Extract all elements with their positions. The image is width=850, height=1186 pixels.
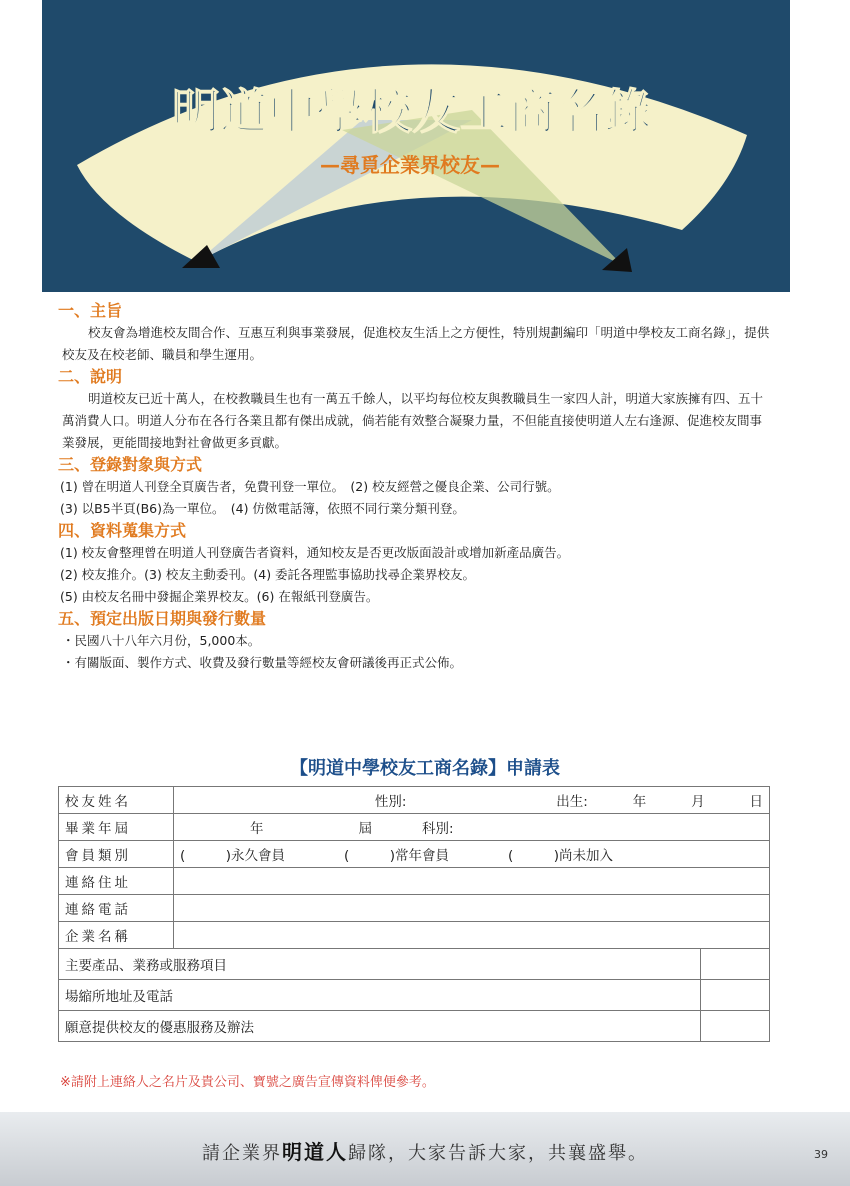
banner-subtitle: —尋覓企業界校友—	[320, 153, 500, 177]
company-field[interactable]	[174, 922, 770, 949]
grad-label: 畢業年屆	[59, 814, 174, 841]
dept-label: 科別:	[422, 821, 454, 837]
section-line: (3) 以B5半頁(B6)為一單位。 (4) 仿傚電話簿，依照不同行業分類刊登。	[60, 501, 465, 516]
footer-pre: 請企業界	[202, 1143, 282, 1164]
footer-bar	[0, 1112, 850, 1186]
section-heading: 五、預定出版日期與發行數量	[58, 609, 267, 628]
grad-year-label: 年	[250, 821, 264, 837]
year-label: 年	[632, 794, 647, 810]
gender-label: 性別:	[374, 794, 407, 810]
grad-class-label: 屆	[358, 821, 372, 837]
section-text: 明道校友已近十萬人，在校教職員生也有一萬五千餘人，以平均每位校友與教職員生一家四人計，明道大家族擁有四、五十萬消費人口。明道人分布在各行各業且都有傑出成就，倘若能有效整合凝聚力量，不但能直接使明道人左右逢源、促進校友間事業發展，更能間接地對社會做更多貢獻。	[62, 391, 764, 450]
section-line: ・有關版面、製作方式、收費及發行數量等經校友會研議後再正式公佈。	[62, 655, 463, 670]
phone-field[interactable]	[174, 895, 770, 922]
address-field[interactable]	[174, 868, 770, 895]
member-option-annual[interactable]: ( )常年會員	[344, 848, 450, 864]
section-heading: 三、登錄對象與方式	[58, 455, 203, 474]
member-label: 會員類別	[59, 841, 174, 868]
section-line: (1) 曾在明道人刊登全頁廣告者，免費刊登一單位。 (2) 校友經營之優良企業、公司行號。	[60, 479, 560, 494]
section-text: 校友會為增進校友間合作、互惠互利與事業發展，促進校友生活上之方便性，特別規劃編印「明道中學校友工商名錄」，提供校友及在校老師、職員和學生運用。	[62, 325, 770, 362]
footer-slogan	[0, 1136, 850, 1165]
article-body	[58, 300, 770, 674]
products-label: 主要產品、業務或服務項目	[59, 949, 701, 980]
form-title: 【明道中學校友工商名錄】申請表	[290, 758, 560, 779]
attachment-note: ※請附上連絡人之名片及貴公司、寶號之廣告宣傳資料俾便參考。	[60, 1075, 435, 1090]
section-heading: 四、資料蒐集方式	[58, 521, 187, 540]
footer-brand: 明道人	[282, 1140, 348, 1164]
day-label: 日	[749, 794, 763, 810]
month-label: 月	[691, 794, 705, 810]
products-field[interactable]	[701, 949, 770, 980]
header-banner	[42, 0, 790, 292]
section-line: ・民國八十八年六月份，5,000本。	[62, 633, 261, 648]
phone-label: 連絡電話	[59, 895, 174, 922]
member-option-permanent[interactable]: ( )永久會員	[180, 848, 286, 864]
footer-post: 歸隊，大家告訴大家，共襄盛舉。	[348, 1143, 648, 1164]
name-row-fields[interactable]	[174, 787, 770, 814]
section-line: (2) 校友推介。(3) 校友主動委刊。(4) 委託各理監事協助找尋企業界校友。	[60, 567, 476, 582]
member-options[interactable]	[174, 841, 770, 868]
grad-row-fields[interactable]	[174, 814, 770, 841]
name-label: 校友姓名	[59, 787, 174, 814]
banner-illustration	[42, 0, 790, 292]
member-option-none[interactable]: ( )尚未加入	[508, 848, 614, 864]
offer-field[interactable]	[701, 1011, 770, 1042]
section-line: (5) 由校友名冊中發掘企業界校友。(6) 在報紙刊登廣告。	[60, 589, 379, 604]
section-heading: 二、說明	[58, 367, 123, 386]
shop-label: 場縮所地址及電話	[59, 980, 701, 1011]
section-line: (1) 校友會整理曾在明道人刊登廣告者資料，通知校友是否更改版面設計或增加新產品廣告。	[60, 545, 570, 560]
offer-label: 願意提供校友的優惠服務及辦法	[59, 1011, 701, 1042]
section-heading: 一、主旨	[58, 301, 123, 320]
page-number: 39	[814, 1148, 828, 1161]
birth-label: 出生:	[556, 794, 588, 810]
shop-field[interactable]	[701, 980, 770, 1011]
application-form	[58, 786, 770, 1042]
banner-title: 明道中學校友工商名錄	[171, 84, 653, 140]
address-label: 連絡住址	[59, 868, 174, 895]
company-label: 企業名稱	[59, 922, 174, 949]
